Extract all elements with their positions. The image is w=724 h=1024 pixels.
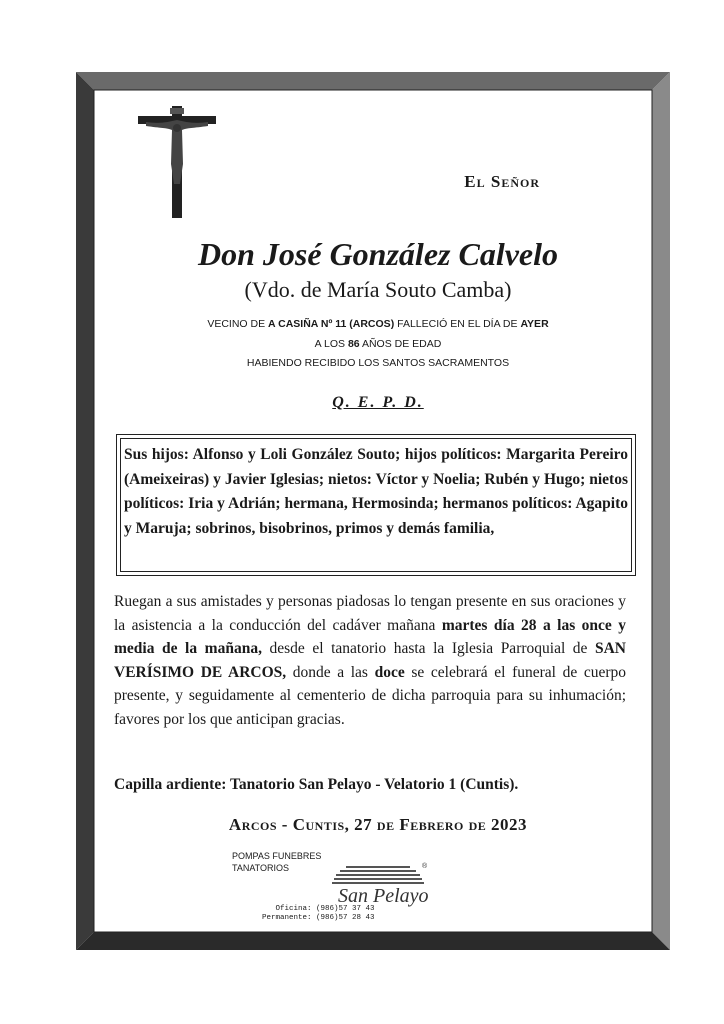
office-row: [262, 905, 375, 914]
body-church: SAN VERÍSIMO DE ARCOS,: [114, 640, 626, 681]
office-phone: (986)57 37 43: [316, 905, 375, 913]
contact-phones: [262, 905, 375, 923]
permanent-phone: (986)57 28 43: [316, 914, 375, 922]
permanent-row: [262, 914, 375, 923]
info-line-2: [96, 338, 660, 350]
family-text: Sus hijos: Alfonso y Loli González Souto; hijos políticos: Margarita Pereiro (Ameixeiras) y Javier Iglesias; nietos: Víctor y Noelia; Rubén y Hugo; nietos políticos: Iria y Adrián; hermana, Hermosinda; hermanos políticos: Agapito y Maruja; sobrinos, bisobrinos, primos y demás familia,: [124, 446, 628, 537]
info-line-2-part-c: AÑOS DE EDAD: [359, 338, 442, 350]
info-line-1-address: A CASIÑA Nº 11 (ARCOS): [268, 318, 395, 330]
info-line-3: HABIENDO RECIBIDO LOS SANTOS SACRAMENTOS: [246, 357, 510, 369]
body-part-1: Ruegan a sus amistades y personas piadosas lo tengan presente en sus oraciones y la asistencia a la conducción del cadáver mañana: [114, 593, 626, 634]
qepd: Q. E. P. D.: [332, 394, 424, 411]
info-line-1: [96, 318, 660, 330]
logo-text: San Pelayo: [338, 885, 429, 907]
body-hour: doce: [374, 663, 405, 681]
body-part-7: se celebrará el funeral de cuerpo presente, y seguidamente al cementerio de dicha parroquia para su inhumación; favores por los que anticipan gracias.: [114, 663, 626, 728]
info-line-2-part-a: A LOS: [314, 338, 348, 350]
body-date-time: martes día 28 a las once y media de la mañana,: [114, 616, 627, 658]
funeral-home-label: [232, 850, 321, 874]
place-date: Arcos - Cuntis, 27 de Febrero de 2023: [228, 815, 528, 834]
registered-mark: ®: [422, 863, 428, 870]
deceased-name: Don José González Calvelo: [198, 236, 558, 272]
body-paragraph: [114, 590, 626, 732]
family-box-inner: [120, 438, 632, 572]
info-line-1-part-c: FALLECIÓ EN EL DÍA DE: [394, 318, 521, 330]
info-line-2-age: 86: [347, 338, 360, 350]
permanent-label: Permanente:: [262, 914, 312, 922]
widow-of: (Vdo. de María Souto Camba): [244, 277, 512, 302]
body-part-5: donde a las: [286, 663, 375, 681]
capilla-ardiente: Capilla ardiente: Tanatorio San Pelayo - Velatorio 1 (Cuntis).: [114, 776, 519, 793]
family-box: [116, 434, 636, 576]
info-line-1-day: AYER: [520, 318, 549, 330]
funeral-home-line-2: TANATORIOS: [232, 863, 290, 873]
crucifix-icon: [138, 106, 216, 218]
body-part-3: desde el tanatorio hasta la Iglesia Parroquial de: [261, 640, 595, 658]
funeral-home-line-1: POMPAS FUNEBRES: [232, 851, 322, 861]
header-title: El Señor: [464, 172, 540, 191]
info-line-1-part-a: VECINO DE: [207, 318, 269, 330]
office-label: Oficina:: [275, 905, 312, 913]
